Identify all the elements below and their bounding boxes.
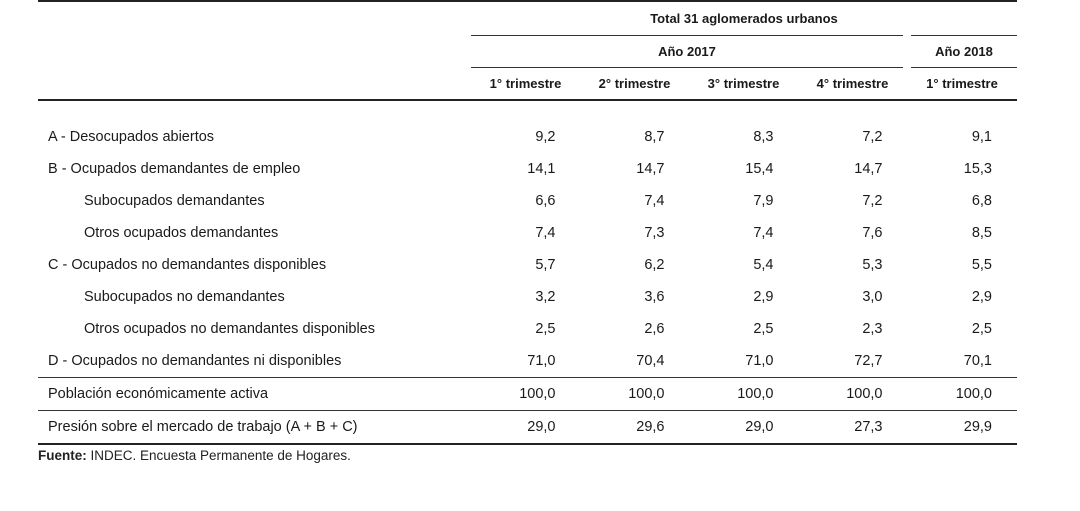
cell-value: 5,4 — [753, 257, 774, 273]
cell-value: 15,4 — [745, 161, 774, 177]
cell-value: 9,2 — [535, 129, 556, 145]
cell-value: 71,0 — [745, 353, 774, 369]
cell-value: 70,4 — [636, 353, 665, 369]
header-year-2018: Año 2018 — [907, 36, 1017, 68]
cell-value: 2,6 — [644, 321, 665, 337]
header-corner — [38, 1, 471, 36]
row-label: C - Ocupados no demandantes disponibles — [48, 257, 327, 273]
header-corner-2 — [38, 36, 471, 68]
cell-value: 7,2 — [862, 193, 883, 209]
cell-value: 7,3 — [644, 225, 665, 241]
cell-value: 14,1 — [527, 161, 556, 177]
header-total: Total 31 aglomerados urbanos — [471, 1, 1017, 36]
header-quarter-1-2017: 1° trimestre — [471, 68, 580, 101]
table-row — [38, 249, 1017, 281]
cell-value: 6,2 — [644, 257, 665, 273]
cell-value: 3,0 — [862, 289, 883, 305]
cell-value: 100,0 — [955, 386, 992, 402]
cell-value: 2,3 — [862, 321, 883, 337]
cell-value: 29,6 — [636, 419, 665, 435]
table-row — [38, 378, 1017, 411]
row-label: A - Desocupados abiertos — [48, 129, 215, 145]
cell-value: 2,5 — [753, 321, 774, 337]
cell-value: 7,6 — [862, 225, 883, 241]
cell-value: 8,3 — [753, 129, 774, 145]
cell-value: 100,0 — [519, 386, 556, 402]
cell-value: 7,4 — [644, 193, 665, 209]
header-quarter-4-2017: 4° trimestre — [798, 68, 907, 101]
cell-value: 9,1 — [971, 129, 992, 145]
cell-value: 7,4 — [753, 225, 774, 241]
row-label: Población económicamente activa — [38, 378, 471, 411]
cell-value: 7,2 — [862, 129, 883, 145]
table-row — [38, 217, 1017, 249]
row-label: Subocupados no demandantes — [84, 289, 285, 305]
header-quarter-1-2018: 1° trimestre — [907, 68, 1017, 101]
table-row — [38, 313, 1017, 345]
cell-value: 3,6 — [644, 289, 665, 305]
cell-value: 8,7 — [644, 129, 665, 145]
cell-value: 7,4 — [535, 225, 556, 241]
cell-value: 100,0 — [628, 386, 665, 402]
row-label: Otros ocupados demandantes — [84, 225, 279, 241]
cell-value: 72,7 — [854, 353, 883, 369]
cell-value: 5,7 — [535, 257, 556, 273]
cell-value: 100,0 — [846, 386, 883, 402]
cell-value: 2,9 — [971, 289, 992, 305]
cell-value: 29,0 — [745, 419, 774, 435]
row-label: B - Ocupados demandantes de empleo — [48, 161, 301, 177]
header-year-2017: Año 2017 — [471, 36, 907, 68]
row-label: Subocupados demandantes — [84, 193, 265, 209]
cell-value: 2,5 — [535, 321, 556, 337]
row-label: D - Ocupados no demandantes ni disponibles — [48, 353, 342, 369]
cell-value: 71,0 — [527, 353, 556, 369]
cell-value: 6,6 — [535, 193, 556, 209]
cell-value: 2,5 — [971, 321, 992, 337]
cell-value: 7,9 — [753, 193, 774, 209]
row-label: Presión sobre el mercado de trabajo (A + B + C) — [38, 411, 471, 445]
cell-value: 8,5 — [971, 225, 992, 241]
data-table — [38, 0, 1017, 445]
header-quarter-2-2017: 2° trimestre — [580, 68, 689, 101]
cell-value: 6,8 — [971, 193, 992, 209]
cell-value: 29,9 — [963, 419, 992, 435]
header-quarter-3-2017: 3° trimestre — [689, 68, 798, 101]
cell-value: 14,7 — [854, 161, 883, 177]
table-row — [38, 411, 1017, 445]
cell-value: 29,0 — [527, 419, 556, 435]
table-row — [38, 345, 1017, 378]
cell-value: 70,1 — [963, 353, 992, 369]
table-row — [38, 153, 1017, 185]
source-text: INDEC. Encuesta Permanente de Hogares. — [86, 448, 351, 463]
cell-value: 5,3 — [862, 257, 883, 273]
table-row — [38, 121, 1017, 153]
cell-value: 5,5 — [971, 257, 992, 273]
table-row — [38, 185, 1017, 217]
header-corner-3 — [38, 68, 471, 101]
cell-value: 2,9 — [753, 289, 774, 305]
cell-value: 100,0 — [737, 386, 774, 402]
source-note — [38, 448, 351, 463]
cell-value: 27,3 — [854, 419, 883, 435]
row-label: Otros ocupados no demandantes disponibles — [84, 321, 375, 337]
cell-value: 14,7 — [636, 161, 665, 177]
table-row — [38, 281, 1017, 313]
source-label: Fuente: — [38, 448, 87, 463]
cell-value: 3,2 — [535, 289, 556, 305]
cell-value: 15,3 — [963, 161, 992, 177]
